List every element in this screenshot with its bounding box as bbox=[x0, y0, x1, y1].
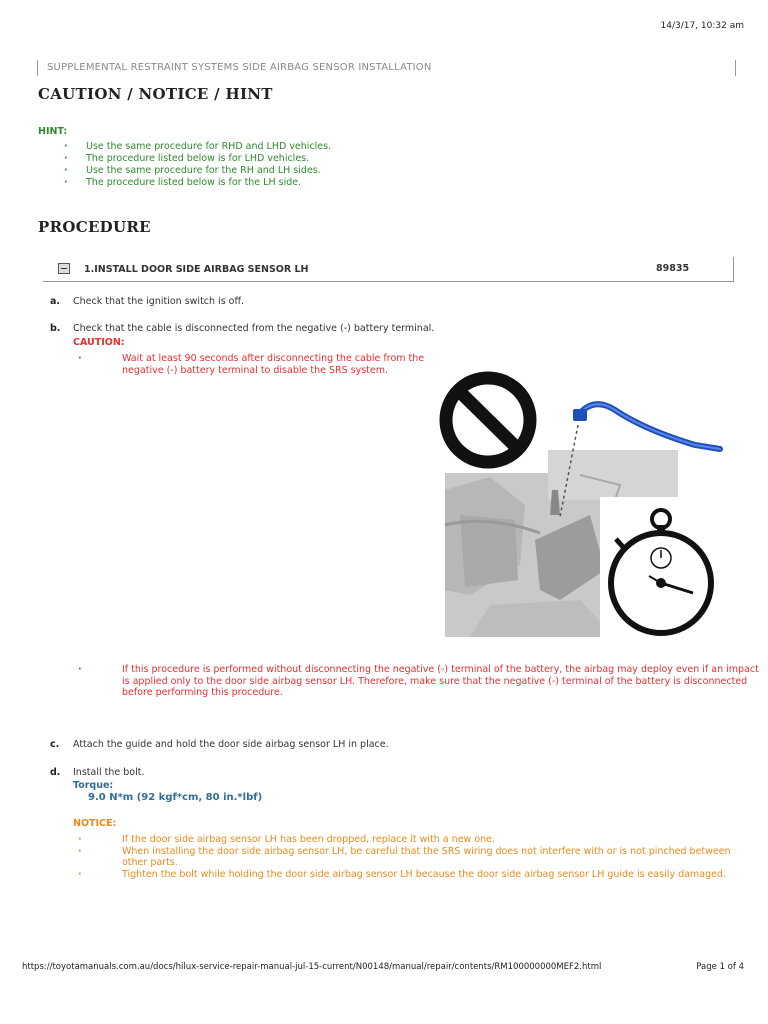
part-code: 89835 bbox=[656, 263, 690, 274]
battery-cable-icon bbox=[573, 404, 720, 449]
stopwatch-icon bbox=[600, 497, 732, 645]
section-title-procedure: PROCEDURE bbox=[38, 218, 151, 236]
step-title: 1.INSTALL DOOR SIDE AIRBAG SENSOR LH bbox=[84, 264, 309, 275]
prohibited-icon bbox=[446, 378, 530, 462]
hint-item: · The procedure listed below is for LHD vehicles. bbox=[64, 153, 331, 165]
notice-list bbox=[100, 834, 740, 880]
substep-text-c: Attach the guide and hold the door side airbag sensor LH in place. bbox=[73, 739, 389, 750]
caution-label: CAUTION: bbox=[73, 337, 125, 348]
notice-item: · Tighten the bolt while holding the door side airbag sensor LH because the door side airbag sensor LH guide is easily damaged. bbox=[100, 869, 740, 881]
print-timestamp: 14/3/17, 10:32 am bbox=[660, 21, 744, 31]
substep-text-a: Check that the ignition switch is off. bbox=[73, 296, 245, 307]
battery-disconnect-figure bbox=[430, 365, 732, 647]
substep-text-b: Check that the cable is disconnected from the negative (-) battery terminal. bbox=[73, 323, 435, 334]
notice-label: NOTICE: bbox=[73, 818, 117, 829]
notice-item: · If the door side airbag sensor LH has been dropped, replace it with a new one. bbox=[100, 834, 740, 846]
footer-url: https://toyotamanuals.com.au/docs/hilux-service-repair-manual-jul-15-current/N00148/manual/repair/contents/RM100000000MEF2.html bbox=[22, 962, 602, 972]
hint-label: HINT: bbox=[38, 126, 68, 137]
hint-list bbox=[64, 141, 331, 189]
hint-item: · The procedure listed below is for the LH side. bbox=[64, 177, 331, 189]
torque-label: Torque: bbox=[73, 780, 114, 791]
torque-value: 9.0 N*m (92 kgf*cm, 80 in.*lbf) bbox=[88, 792, 263, 803]
caution-item: · Wait at least 90 seconds after disconnecting the cable from the negative (-) battery terminal to disable the SRS system. bbox=[100, 353, 434, 376]
hint-item: · Use the same procedure for RHD and LHD vehicles. bbox=[64, 141, 331, 153]
hint-item: · Use the same procedure for the RH and LH sides. bbox=[64, 165, 331, 177]
caution-item: · If this procedure is performed without disconnecting the negative (-) terminal of the battery, the airbag may deploy even if an impact is applied only to the door side airbag sensor LH. Therefore, make sure that the negative (-) terminal of the battery is disconnected before performing this procedure. bbox=[100, 664, 760, 699]
section-title-caution: CAUTION / NOTICE / HINT bbox=[38, 85, 273, 103]
substep-letter-c: c. bbox=[50, 739, 60, 750]
substep-letter-b: b. bbox=[50, 323, 61, 334]
notice-item: · When installing the door side airbag sensor LH, be careful that the SRS wiring does not interfere with or is not pinched between other parts. bbox=[100, 846, 740, 869]
page-number: Page 1 of 4 bbox=[696, 962, 744, 972]
breadcrumb: SUPPLEMENTAL RESTRAINT SYSTEMS SIDE AIRBAG SENSOR INSTALLATION bbox=[47, 62, 432, 73]
substep-letter-d: d. bbox=[50, 767, 61, 778]
substep-text-d: Install the bolt. bbox=[73, 767, 145, 778]
collapse-icon[interactable] bbox=[58, 263, 70, 274]
substep-letter-a: a. bbox=[50, 296, 61, 307]
